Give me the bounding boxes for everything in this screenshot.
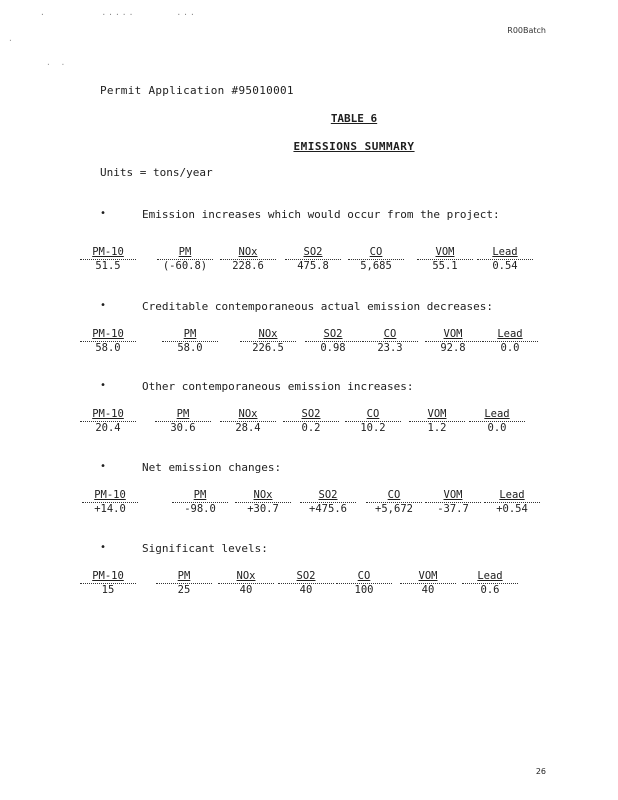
table-subtitle: EMISSIONS SUMMARY bbox=[293, 140, 415, 153]
col-header-vom: VOM bbox=[427, 408, 447, 420]
col-header-so2: SO2 bbox=[318, 489, 338, 501]
scan-noise-left-2: · · bbox=[46, 60, 66, 69]
value-pm: -98.0 bbox=[172, 502, 228, 515]
bullet-icon: • bbox=[100, 380, 107, 391]
col-header-lead: Lead bbox=[477, 570, 503, 582]
section-creditable-decreases bbox=[92, 300, 540, 360]
col-header-vom: VOM bbox=[435, 246, 455, 258]
col-header-nox: NOx bbox=[238, 408, 258, 420]
col-header-pm: PM bbox=[176, 408, 190, 420]
value-co: +5,672 bbox=[366, 502, 422, 515]
col-header-nox: NOx bbox=[238, 246, 258, 258]
value-vom: 1.2 bbox=[409, 421, 465, 434]
section-title: Other contemporaneous emission increases: bbox=[142, 380, 414, 393]
value-lead: 0.0 bbox=[469, 421, 525, 434]
section-title: Net emission changes: bbox=[142, 461, 282, 474]
col-header-vom: VOM bbox=[418, 570, 438, 582]
col-header-pm: PM bbox=[183, 328, 197, 340]
section-title: Emission increases which would occur from the project: bbox=[142, 208, 500, 221]
col-header-pm10: PM-10 bbox=[92, 246, 124, 258]
value-nox: 28.4 bbox=[220, 421, 276, 434]
value-lead: 0.54 bbox=[477, 259, 533, 272]
col-header-lead: Lead bbox=[499, 489, 525, 501]
col-header-co: CO bbox=[357, 570, 371, 582]
col-header-so2: SO2 bbox=[303, 246, 323, 258]
bullet-icon: • bbox=[100, 300, 107, 311]
page-number: 26 bbox=[535, 767, 546, 776]
col-header-co: CO bbox=[387, 489, 401, 501]
value-pm: (-60.8) bbox=[157, 259, 213, 272]
bullet-icon: • bbox=[100, 208, 107, 219]
section-title: Significant levels: bbox=[142, 542, 268, 555]
scan-noise-top: . ..... ... bbox=[40, 8, 197, 17]
value-pm: 25 bbox=[156, 583, 212, 596]
value-vom: -37.7 bbox=[425, 502, 481, 515]
value-vom: 40 bbox=[400, 583, 456, 596]
col-header-co: CO bbox=[369, 246, 383, 258]
col-header-lead: Lead bbox=[497, 328, 523, 340]
value-pm10: +14.0 bbox=[82, 502, 138, 515]
value-lead: +0.54 bbox=[484, 502, 540, 515]
value-nox: 228.6 bbox=[220, 259, 276, 272]
col-header-lead: Lead bbox=[484, 408, 510, 420]
value-nox: 40 bbox=[218, 583, 274, 596]
permit-application-line: Permit Application #95010001 bbox=[100, 84, 294, 97]
section-net-changes bbox=[94, 461, 540, 521]
col-header-pm: PM bbox=[193, 489, 207, 501]
col-header-co: CO bbox=[366, 408, 380, 420]
col-header-so2: SO2 bbox=[301, 408, 321, 420]
col-header-pm: PM bbox=[177, 570, 191, 582]
value-so2: 40 bbox=[278, 583, 334, 596]
section-title: Creditable contemporaneous actual emission decreases: bbox=[142, 300, 493, 313]
value-vom: 55.1 bbox=[417, 259, 473, 272]
value-so2: 475.8 bbox=[285, 259, 341, 272]
value-co: 23.3 bbox=[362, 341, 418, 354]
col-header-so2: SO2 bbox=[296, 570, 316, 582]
value-co: 100 bbox=[336, 583, 392, 596]
col-header-pm10: PM-10 bbox=[92, 328, 124, 340]
value-so2: 0.98 bbox=[305, 341, 361, 354]
scan-noise-left: · bbox=[8, 36, 13, 45]
bullet-icon: • bbox=[100, 542, 107, 553]
col-header-vom: VOM bbox=[443, 328, 463, 340]
col-header-pm10: PM-10 bbox=[92, 408, 124, 420]
value-so2: +475.6 bbox=[300, 502, 356, 515]
value-pm10: 20.4 bbox=[80, 421, 136, 434]
value-lead: 0.6 bbox=[462, 583, 518, 596]
col-header-vom: VOM bbox=[443, 489, 463, 501]
value-pm: 30.6 bbox=[155, 421, 211, 434]
col-header-so2: SO2 bbox=[323, 328, 343, 340]
section-emission-increases bbox=[92, 208, 540, 278]
col-header-lead: Lead bbox=[492, 246, 518, 258]
bullet-icon: • bbox=[100, 461, 107, 472]
col-header-pm10: PM-10 bbox=[92, 570, 124, 582]
value-pm10: 51.5 bbox=[80, 259, 136, 272]
table-title: TABLE 6 bbox=[330, 112, 378, 125]
value-co: 10.2 bbox=[345, 421, 401, 434]
value-pm10: 58.0 bbox=[80, 341, 136, 354]
units-line: Units = tons/year bbox=[100, 166, 213, 179]
col-header-nox: NOx bbox=[253, 489, 273, 501]
col-header-pm: PM bbox=[178, 246, 192, 258]
col-header-co: CO bbox=[383, 328, 397, 340]
section-other-increases bbox=[92, 380, 540, 440]
value-pm10: 15 bbox=[80, 583, 136, 596]
col-header-pm10: PM-10 bbox=[94, 489, 126, 501]
col-header-nox: NOx bbox=[258, 328, 278, 340]
value-lead: 0.0 bbox=[482, 341, 538, 354]
value-so2: 0.2 bbox=[283, 421, 339, 434]
section-significant-levels bbox=[92, 542, 540, 602]
value-pm: 58.0 bbox=[162, 341, 218, 354]
value-nox: 226.5 bbox=[240, 341, 296, 354]
corner-label: R00Batch bbox=[507, 26, 546, 35]
value-vom: 92.8 bbox=[425, 341, 481, 354]
value-nox: +30.7 bbox=[235, 502, 291, 515]
value-co: 5,685 bbox=[348, 259, 404, 272]
col-header-nox: NOx bbox=[236, 570, 256, 582]
